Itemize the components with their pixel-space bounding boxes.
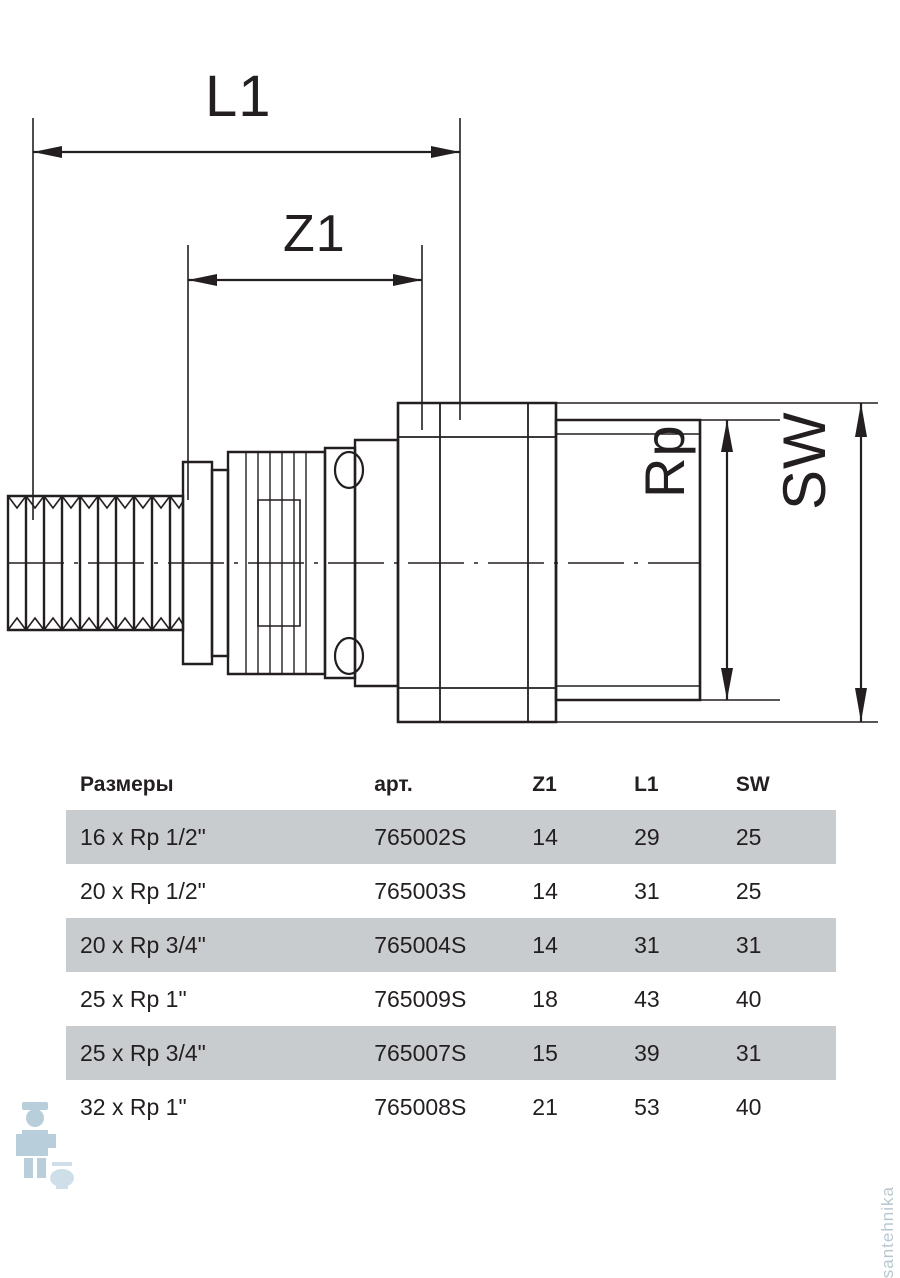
cell-z1: 18 — [532, 985, 558, 1012]
cell-article: 765004S — [374, 918, 532, 972]
cell-article: 765007S — [374, 1026, 532, 1080]
dimension-label-l1: L1 — [205, 64, 272, 129]
cell-article: 765003S — [374, 877, 467, 904]
cell-sw: 25 — [736, 810, 836, 864]
table-row — [66, 864, 836, 918]
table-row — [66, 972, 836, 1026]
header-article: арт. — [374, 773, 413, 796]
cell-size: 16 x Rp 1/2" — [66, 810, 374, 864]
cell-article: 765002S — [374, 810, 532, 864]
cell-sw: 31 — [736, 918, 836, 972]
table-header — [66, 760, 836, 810]
table-row — [66, 918, 836, 972]
cell-sw: 40 — [735, 985, 762, 1012]
dimension-label-rp: Rp — [633, 424, 696, 498]
header-size: Размеры — [80, 773, 174, 796]
cell-sw: 31 — [736, 1026, 836, 1080]
cell-article: 765008S — [374, 1093, 467, 1120]
cell-article: 765009S — [374, 985, 467, 1012]
table-row — [66, 1026, 836, 1080]
cell-size: 25 x Rp 3/4" — [66, 1026, 374, 1080]
specification-table — [66, 760, 836, 1134]
plumber-icon — [8, 1096, 78, 1192]
cell-z1: 15 — [532, 1026, 634, 1080]
dimension-label-z1: Z1 — [283, 205, 346, 263]
cell-size: 20 x Rp 3/4" — [66, 918, 374, 972]
cell-l1: 31 — [634, 877, 660, 904]
cell-z1: 14 — [532, 810, 634, 864]
cell-l1: 39 — [634, 1026, 736, 1080]
cell-z1: 21 — [532, 1093, 558, 1120]
cell-size: 20 x Rp 1/2" — [80, 877, 206, 904]
table-header-row — [66, 760, 836, 810]
cell-z1: 14 — [532, 918, 634, 972]
cell-z1: 14 — [532, 877, 558, 904]
cell-sw: 25 — [735, 877, 762, 904]
header-z1: Z1 — [532, 773, 557, 796]
cell-l1: 53 — [634, 1093, 660, 1120]
cell-l1: 29 — [634, 810, 736, 864]
cell-l1: 31 — [634, 918, 736, 972]
header-sw: SW — [735, 773, 770, 796]
watermark-logo — [8, 1096, 78, 1192]
table-row — [66, 1080, 836, 1134]
table-row — [66, 810, 836, 864]
watermark-text: santehnika — [878, 1186, 897, 1278]
cell-l1: 43 — [634, 985, 660, 1012]
dimension-label-sw: SW — [771, 411, 838, 510]
cell-size: 25 x Rp 1" — [80, 985, 187, 1012]
table-body — [66, 810, 836, 1134]
header-l1: L1 — [634, 773, 659, 796]
cell-sw: 40 — [735, 1093, 762, 1120]
cell-size: 32 x Rp 1" — [80, 1093, 187, 1120]
